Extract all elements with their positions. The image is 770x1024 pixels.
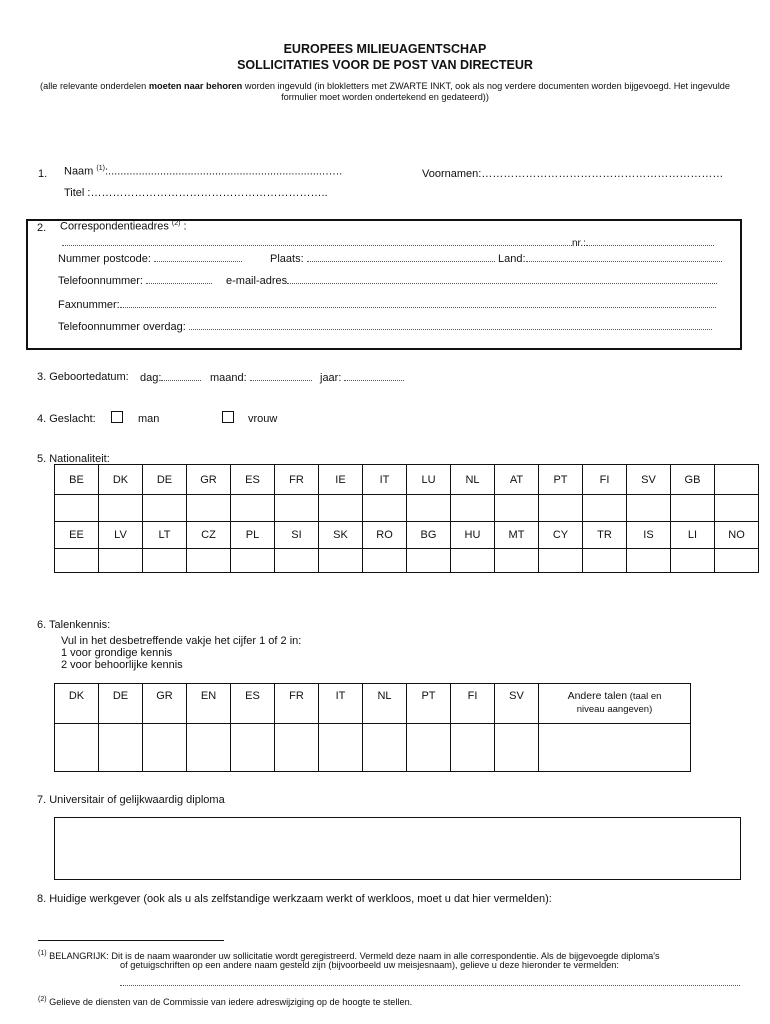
dag-label: dag:: [140, 372, 162, 384]
gender-label: 4. Geslacht:: [37, 413, 96, 425]
footnote-2-text: Gelieve de diensten van de Commissie van iedere adreswijziging op de hoogte te stellen.: [46, 997, 413, 1008]
language-table: [54, 683, 691, 772]
nationality-row-2-labels: [55, 522, 759, 549]
nationality-cell: CY: [539, 522, 583, 549]
language-option-1: 1 voor grondige kennis: [61, 647, 173, 659]
nationality-cell: GB: [671, 465, 715, 495]
language-header: EN: [187, 684, 231, 724]
nationality-input-cell[interactable]: [627, 549, 671, 573]
address-line-dots: [62, 236, 572, 246]
footnote-2: [38, 994, 412, 1008]
nationality-cell: ES: [231, 465, 275, 495]
jaar-dots: [344, 371, 404, 381]
language-header: NL: [363, 684, 407, 724]
man-label: man: [138, 413, 160, 425]
nationality-input-cell[interactable]: [99, 495, 143, 522]
nationality-cell: CZ: [187, 522, 231, 549]
nationality-input-cell[interactable]: [671, 495, 715, 522]
naam-dots: :.......................................................................…..: [104, 165, 343, 178]
nationality-input-cell[interactable]: [99, 549, 143, 573]
nationality-row-1-inputs: [55, 495, 759, 522]
maand-field[interactable]: [210, 371, 312, 384]
telefoon-field[interactable]: [58, 274, 212, 287]
language-header: FR: [275, 684, 319, 724]
nationality-cell: RO: [363, 522, 407, 549]
language-input-cell[interactable]: [319, 724, 363, 772]
language-header: DE: [99, 684, 143, 724]
plaats-label: Plaats:: [270, 253, 304, 265]
nationality-input-cell[interactable]: [451, 549, 495, 573]
dag-dots: [161, 371, 201, 381]
nationality-input-cell[interactable]: [627, 495, 671, 522]
nationality-cell: SK: [319, 522, 363, 549]
nationality-input-cell[interactable]: [187, 549, 231, 573]
nationality-input-cell[interactable]: [363, 495, 407, 522]
naam-field[interactable]: [64, 165, 342, 178]
nationality-input-cell[interactable]: [451, 495, 495, 522]
language-header: IT: [319, 684, 363, 724]
email-dots: [287, 274, 717, 284]
nationality-input-cell[interactable]: [275, 495, 319, 522]
nationality-input-cell[interactable]: [231, 495, 275, 522]
nationality-input-cell[interactable]: [363, 549, 407, 573]
other-languages-input[interactable]: [539, 724, 691, 772]
nationality-input-cell[interactable]: [319, 549, 363, 573]
nationality-cell: FI: [583, 465, 627, 495]
language-header: SV: [495, 684, 539, 724]
nationality-cell: SI: [275, 522, 319, 549]
instructions-text-b: worden ingevuld (in blokletters met ZWARTE INKT, ook als nog verdere documenten worden bijgevoegd. Het ingevulde formulier moet worden ondertekend en gedateerd)): [242, 81, 730, 102]
nationality-input-cell[interactable]: [539, 549, 583, 573]
language-header: DK: [55, 684, 99, 724]
footnote-1-name-field[interactable]: [120, 976, 740, 989]
nationality-cell: BE: [55, 465, 99, 495]
email-field[interactable]: [226, 274, 717, 287]
correspondence-label-colon: :: [180, 220, 187, 233]
instructions-emphasis: moeten naar behoren: [148, 81, 243, 91]
fax-field[interactable]: [58, 298, 716, 311]
language-label: 6. Talenkennis:: [37, 619, 111, 631]
dag-field[interactable]: [140, 371, 201, 384]
nationality-cell: BG: [407, 522, 451, 549]
nationality-input-cell[interactable]: [319, 495, 363, 522]
language-input-cell[interactable]: [275, 724, 319, 772]
nationality-cell: [715, 465, 759, 495]
nr-dots: [586, 236, 714, 246]
nationality-input-cell[interactable]: [407, 495, 451, 522]
nationality-cell: NO: [715, 522, 759, 549]
footnote-1-marker: (1): [38, 950, 47, 957]
jaar-field[interactable]: [320, 371, 404, 384]
telefoon-label: Telefoonnummer:: [58, 275, 143, 287]
language-input-cell[interactable]: [143, 724, 187, 772]
nationality-cell: SV: [627, 465, 671, 495]
fax-label: Faxnummer:: [58, 299, 120, 311]
correspondence-address-label: [60, 220, 187, 233]
nationality-cell: DE: [143, 465, 187, 495]
nationality-input-cell[interactable]: [495, 549, 539, 573]
footnote-1-text-a: BELANGRIJK: Dit is de naam waaronder uw sollicitatie wordt geregistreerd. Vermeld deze naam in alle correspondentie. Als de bijgevoegde diploma's: [46, 951, 660, 962]
other-languages-hint-b: niveau aangeven): [576, 704, 653, 715]
nationality-cell: PT: [539, 465, 583, 495]
instructions-text-a: (alle relevante onderdelen: [40, 81, 149, 91]
nationality-input-cell[interactable]: [187, 495, 231, 522]
birthdate-label: 3. Geboortedatum:: [37, 371, 129, 383]
nationality-input-cell[interactable]: [715, 495, 759, 522]
language-input-cell[interactable]: [55, 724, 99, 772]
voornamen-field[interactable]: Voornamen:…………………………………………………………: [422, 168, 724, 180]
postcode-dots: [154, 252, 242, 262]
fax-dots: [120, 298, 716, 308]
nationality-cell: LV: [99, 522, 143, 549]
language-header-row: [55, 684, 691, 724]
nationality-input-cell[interactable]: [495, 495, 539, 522]
language-input-row: [55, 724, 691, 772]
nationality-input-cell[interactable]: [275, 549, 319, 573]
footnote-ref-2: (2): [171, 220, 181, 227]
land-label: Land:: [498, 253, 526, 265]
nationality-cell: LI: [671, 522, 715, 549]
language-input-cell[interactable]: [187, 724, 231, 772]
nationality-input-cell[interactable]: [231, 549, 275, 573]
maand-dots: [250, 371, 312, 381]
nr-label: nr.:: [572, 238, 586, 249]
plaats-dots: [307, 252, 495, 262]
diploma-input-box[interactable]: [54, 817, 741, 880]
telefoon-dots: [146, 274, 212, 284]
telefoon-overdag-dots: [189, 320, 712, 330]
form-instructions: [40, 81, 730, 103]
nationality-input-cell[interactable]: [539, 495, 583, 522]
footnote-divider: [38, 940, 224, 941]
jaar-label: jaar:: [320, 372, 342, 384]
postcode-label: Nummer postcode:: [58, 253, 151, 265]
language-header: FI: [451, 684, 495, 724]
land-field[interactable]: [498, 252, 722, 265]
language-header: PT: [407, 684, 451, 724]
section-1-number: 1.: [38, 168, 48, 180]
footnote-2-marker: (2): [38, 996, 47, 1003]
employer-label: 8. Huidige werkgever (ook als u als zelfstandige werkzaam werkt of werkloos, moet u dat hier vermelden):: [37, 893, 552, 905]
nationality-cell: HU: [451, 522, 495, 549]
language-input-cell[interactable]: [495, 724, 539, 772]
nationality-table: [54, 464, 759, 573]
nationality-input-cell[interactable]: [715, 549, 759, 573]
man-checkbox[interactable]: [111, 411, 123, 423]
nationality-cell: NL: [451, 465, 495, 495]
form-title: EUROPEES MILIEUAGENTSCHAP: [283, 42, 487, 56]
language-input-cell[interactable]: [407, 724, 451, 772]
language-input-cell[interactable]: [363, 724, 407, 772]
nationality-cell: GR: [187, 465, 231, 495]
other-languages-header: [539, 684, 691, 724]
naam-label: Naam: [64, 165, 94, 178]
nationality-cell: IT: [363, 465, 407, 495]
nationality-input-cell[interactable]: [143, 495, 187, 522]
telefoon-overdag-field[interactable]: [58, 320, 712, 333]
plaats-field[interactable]: [270, 252, 495, 265]
nationality-input-cell[interactable]: [143, 549, 187, 573]
nationality-cell: LU: [407, 465, 451, 495]
address-line-field[interactable]: [62, 236, 714, 249]
nationality-cell: MT: [495, 522, 539, 549]
other-languages-title: Andere talen: [567, 690, 628, 702]
nationality-cell: IS: [627, 522, 671, 549]
language-input-cell[interactable]: [231, 724, 275, 772]
nationality-input-cell[interactable]: [407, 549, 451, 573]
nationality-cell: FR: [275, 465, 319, 495]
maand-label: maand:: [210, 372, 247, 384]
footnote-ref-1: (1): [96, 165, 105, 172]
footnote-1-continued: of getuigschriften op een andere naam gesteld zijn (bijvoorbeeld uw meisjesnaam), gelieve u deze hieronder te vermelden:: [120, 960, 619, 970]
nationality-cell: TR: [583, 522, 627, 549]
language-option-2: 2 voor behoorlijke kennis: [61, 659, 183, 671]
language-header: ES: [231, 684, 275, 724]
vrouw-checkbox[interactable]: [222, 411, 234, 423]
nationality-cell: PL: [231, 522, 275, 549]
other-languages-hint-a: (taal en: [627, 691, 662, 702]
nationality-input-cell[interactable]: [55, 549, 99, 573]
form-subtitle: SOLLICITATIES VOOR DE POST VAN DIRECTEUR: [237, 58, 533, 72]
language-input-cell[interactable]: [451, 724, 495, 772]
vrouw-label: vrouw: [248, 413, 278, 425]
nationality-cell: EE: [55, 522, 99, 549]
language-header: GR: [143, 684, 187, 724]
nationality-cell: IE: [319, 465, 363, 495]
diploma-label: 7. Universitair of gelijkwaardig diploma: [37, 794, 225, 806]
section-2-number: 2.: [37, 222, 47, 234]
titel-field[interactable]: Titel :………………………………………………………..: [64, 187, 328, 199]
email-label: e-mail-adres: [226, 275, 288, 287]
correspondence-label-text: Correspondentieadres: [60, 220, 169, 233]
nationality-input-cell[interactable]: [55, 495, 99, 522]
nationality-cell: DK: [99, 465, 143, 495]
land-dots: [526, 252, 722, 262]
nationality-input-cell[interactable]: [583, 549, 627, 573]
postcode-field[interactable]: [58, 252, 242, 265]
nationality-cell: LT: [143, 522, 187, 549]
nationality-input-cell[interactable]: [671, 549, 715, 573]
nationality-cell: AT: [495, 465, 539, 495]
nationality-row-2-inputs: [55, 549, 759, 573]
nationality-input-cell[interactable]: [583, 495, 627, 522]
footnote-1-name-dots: [120, 976, 740, 986]
language-instruction: Vul in het desbetreffende vakje het cijfer 1 of 2 in:: [61, 635, 302, 647]
nationality-row-1-labels: [55, 465, 759, 495]
nationality-label: 5. Nationaliteit:: [37, 453, 110, 465]
telefoon-overdag-label: Telefoonnummer overdag:: [58, 321, 186, 333]
language-input-cell[interactable]: [99, 724, 143, 772]
